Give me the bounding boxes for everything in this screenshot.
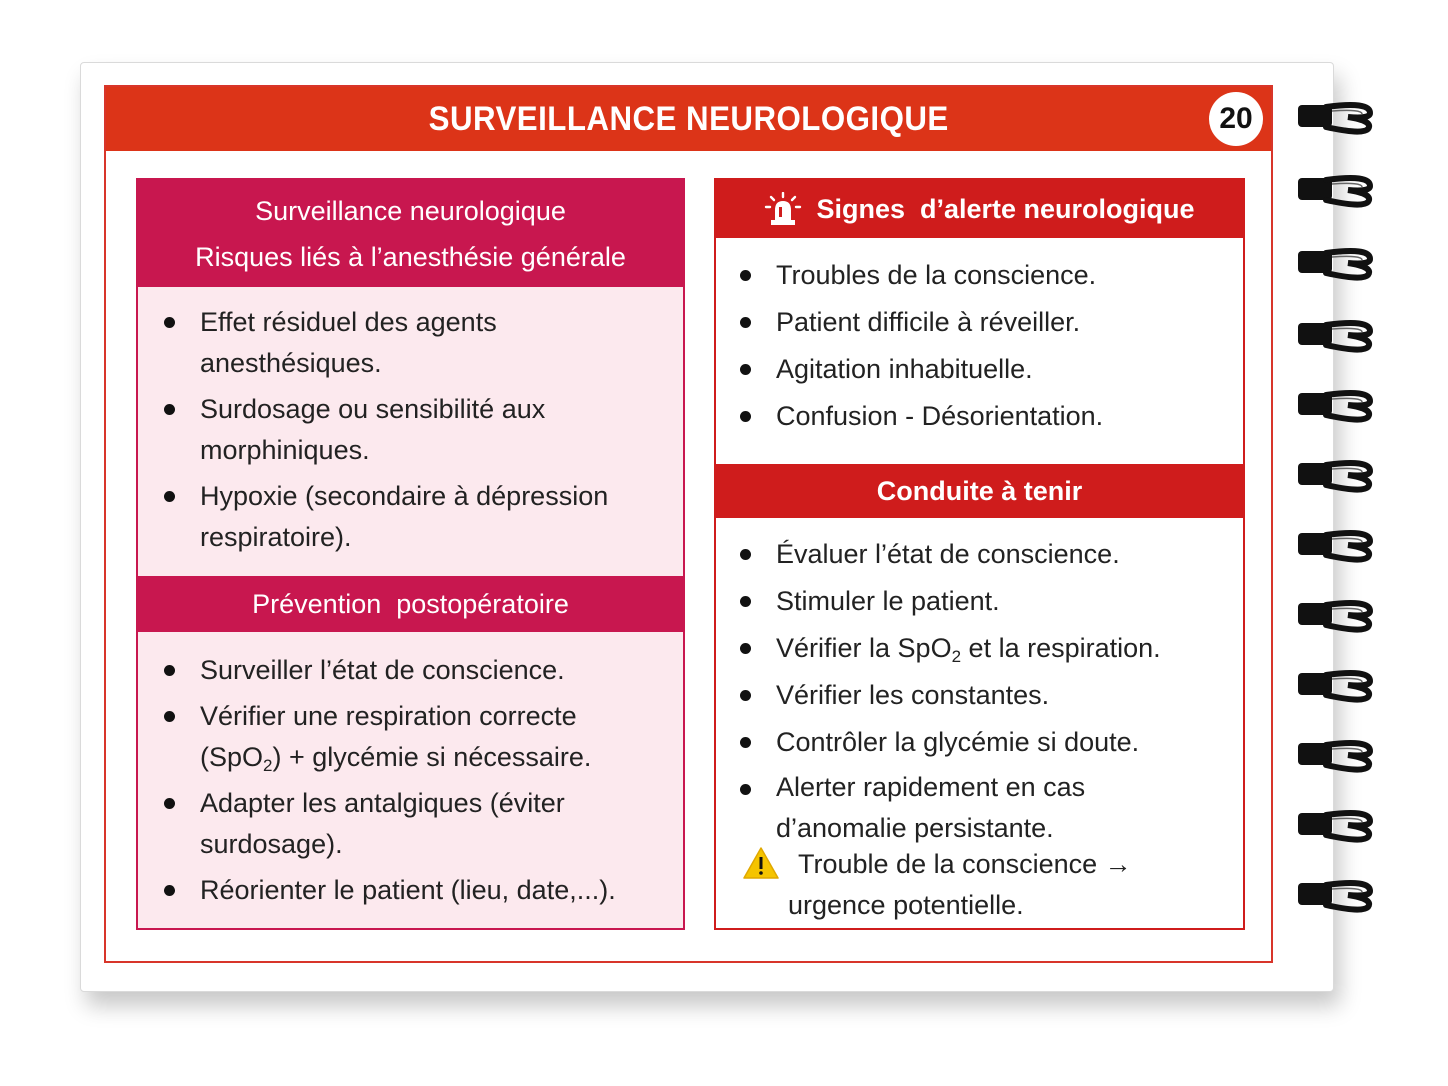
spiral-ring-icon — [1296, 315, 1378, 355]
list-item: Patient difficile à réveiller. — [716, 300, 1226, 344]
spiral-ring-icon — [1296, 170, 1378, 210]
list-item: Surveiller l’état de conscience. — [138, 650, 658, 691]
list-item: Effet résiduel des agents anesthésiques. — [138, 302, 658, 384]
bullet-icon — [740, 737, 751, 748]
action-title: Conduite à tenir — [876, 476, 1083, 506]
left-panel — [136, 178, 685, 930]
bullet-icon — [740, 270, 751, 281]
warning-icon — [742, 846, 780, 880]
list-item: Alerter rapidement en cas d’anomalie persistante. — [716, 767, 1226, 849]
list-item: Réorienter le patient (lieu, date,...). — [138, 870, 658, 911]
risks-list — [138, 302, 658, 563]
spiral-ring-icon — [1296, 595, 1378, 635]
bullet-icon — [164, 665, 175, 676]
bullet-icon — [740, 411, 751, 422]
list-item: Agitation inhabituelle. — [716, 347, 1226, 391]
bullet-icon — [164, 317, 175, 328]
warning-line1: Trouble de la conscience → — [798, 849, 1132, 879]
list-item: Adapter les antalgiques (éviter surdosage). — [138, 783, 658, 865]
list-item: Surdosage ou sensibilité aux morphiniques. — [138, 389, 658, 471]
spiral-ring-icon — [1296, 525, 1378, 565]
prevention-list — [138, 650, 658, 916]
list-item: Évaluer l’état de conscience. — [716, 532, 1226, 576]
prevention-title: Prévention postopératoire — [252, 589, 569, 619]
bullet-icon — [740, 690, 751, 701]
bullet-icon — [164, 404, 175, 415]
list-item: Contrôler la glycémie si doute. — [716, 720, 1226, 764]
prevention-header — [138, 576, 683, 632]
page-header — [106, 87, 1271, 151]
bullet-icon — [740, 784, 751, 795]
list-item: Confusion - Désorientation. — [716, 394, 1226, 438]
spiral-ring-icon — [1296, 875, 1378, 915]
spiral-ring-icon — [1296, 385, 1378, 425]
list-item: Vérifier les constantes. — [716, 673, 1226, 717]
warning-line2: urgence potentielle. — [788, 890, 1024, 920]
list-item: Vérifier une respiration correcte (SpO$_2$) + glycémie si nécessaire. — [138, 696, 658, 778]
list-item: Stimuler le patient. — [716, 579, 1226, 623]
bullet-icon — [740, 317, 751, 328]
spiral-ring-icon — [1296, 243, 1378, 283]
list-item: Troubles de la conscience. — [716, 253, 1226, 297]
bullet-icon — [740, 643, 751, 654]
bullet-icon — [740, 364, 751, 375]
bullet-icon — [164, 711, 175, 722]
page-title: SURVEILLANCE NEUROLOGIQUE — [428, 99, 949, 138]
spiral-ring-icon — [1296, 455, 1378, 495]
list-item: Hypoxie (secondaire à dépression respiratoire). — [138, 476, 658, 558]
bullet-icon — [740, 596, 751, 607]
page-number-badge: 20 — [1209, 92, 1263, 146]
spiral-ring-icon — [1296, 97, 1378, 137]
bullet-icon — [164, 885, 175, 896]
alert-title: Signes d’alerte neurologique — [816, 194, 1195, 224]
risks-title-line2: Risques liés à l’anesthésie générale — [195, 241, 626, 272]
alert-header — [716, 180, 1243, 238]
action-header — [716, 464, 1243, 518]
bullet-icon — [164, 491, 175, 502]
right-panel — [714, 178, 1245, 930]
spiral-ring-icon — [1296, 665, 1378, 705]
siren-icon — [764, 192, 802, 226]
action-list — [716, 532, 1226, 852]
warning-note — [742, 844, 1222, 926]
spiral-ring-icon — [1296, 735, 1378, 775]
bullet-icon — [164, 798, 175, 809]
risks-title-line1: Surveillance neurologique — [255, 195, 566, 226]
spiral-ring-icon — [1296, 805, 1378, 845]
alert-list — [716, 253, 1226, 441]
list-item: Vérifier la SpO$_2$ et la respiration. — [716, 626, 1226, 670]
bullet-icon — [740, 549, 751, 560]
risks-header — [138, 180, 683, 287]
